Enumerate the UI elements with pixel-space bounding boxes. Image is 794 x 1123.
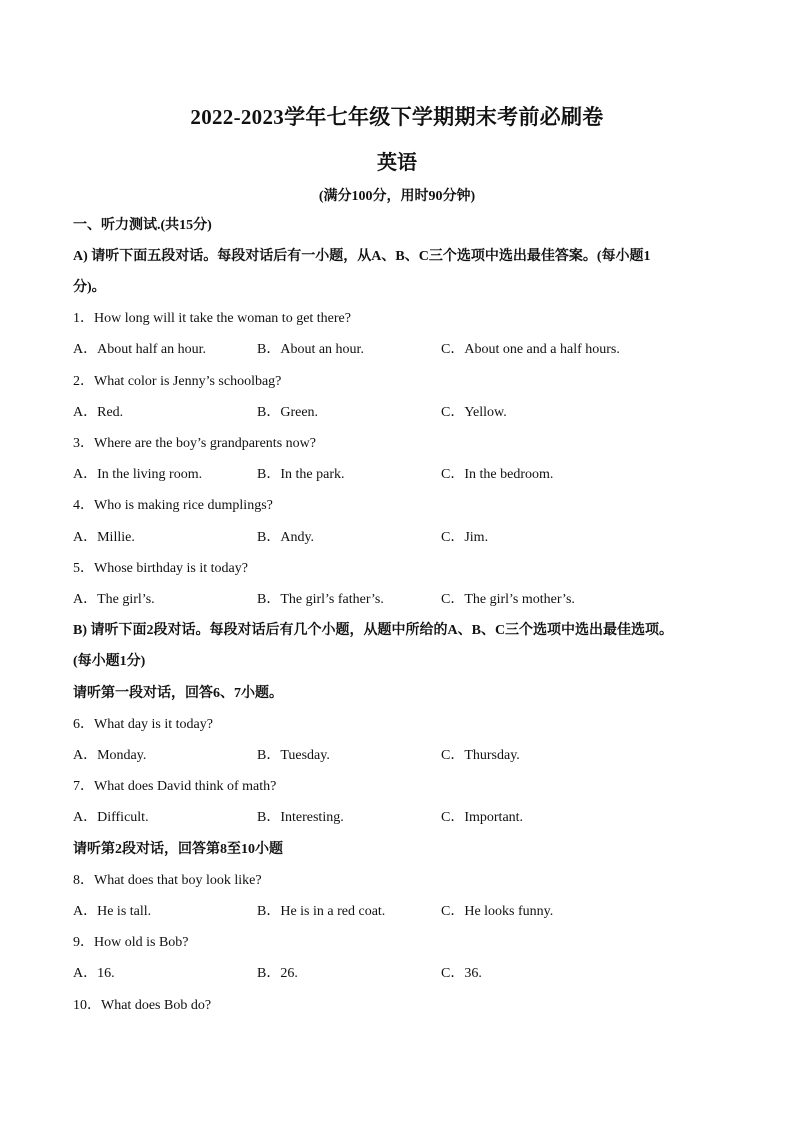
question-6: 6．What day is it today? xyxy=(73,717,213,732)
q3-option-a: A．In the living room. xyxy=(73,467,203,482)
q1-option-b: B．About an hour. xyxy=(257,342,364,357)
q6-option-b: B．Tuesday. xyxy=(257,748,330,763)
question-4: 4．Who is making rice dumplings? xyxy=(73,498,273,513)
q8-option-c: C．He looks funny. xyxy=(441,904,554,919)
page-title: 2022-2023学年七年级下学期期末考前必刷卷 xyxy=(190,105,604,129)
dialog-2-instruction: 请听第2段对话，回答第8至10小题 xyxy=(73,842,283,857)
question-3: 3．Where are the boy’s grandparents now? xyxy=(73,436,316,451)
q9-option-b: B．26. xyxy=(257,966,298,981)
question-8: 8．What does that boy look like? xyxy=(73,873,262,888)
q3-option-c: C．In the bedroom. xyxy=(441,467,554,482)
score-note: (满分100分，用时90分钟) xyxy=(318,189,476,204)
section-heading: 一、听力测试.(共15分) xyxy=(73,218,212,233)
q4-option-a: A．Millie. xyxy=(73,530,135,545)
part-b-instruction-cont: (每小题1分) xyxy=(73,654,146,669)
q3-option-b: B．In the park. xyxy=(257,467,345,482)
q5-option-c: C．The girl’s mother’s. xyxy=(441,592,575,607)
q9-option-c: C．36. xyxy=(441,966,482,981)
q2-option-a: A．Red. xyxy=(73,405,124,420)
part-a-instruction: A) 请听下面五段对话。每段对话后有一小题，从A、B、C三个选项中选出最佳答案。(每小题1 xyxy=(73,249,651,264)
question-5: 5．Whose birthday is it today? xyxy=(73,561,248,576)
q1-option-a: A．About half an hour. xyxy=(73,342,206,357)
q7-option-c: C．Important. xyxy=(441,810,524,825)
q4-option-b: B．Andy. xyxy=(257,530,315,545)
question-7: 7．What does David think of math? xyxy=(73,779,277,794)
q2-option-c: C．Yellow. xyxy=(441,405,507,420)
q7-option-b: B．Interesting. xyxy=(257,810,344,825)
question-2: 2．What color is Jenny’s schoolbag? xyxy=(73,374,282,389)
q6-option-a: A．Monday. xyxy=(73,748,147,763)
q7-option-a: A．Difficult. xyxy=(73,810,149,825)
question-1: 1．How long will it take the woman to get there? xyxy=(73,311,351,326)
question-9: 9．How old is Bob? xyxy=(73,935,189,950)
part-a-instruction-cont: 分)。 xyxy=(73,280,106,295)
q1-option-c: C．About one and a half hours. xyxy=(441,342,620,357)
part-b-instruction: B) 请听下面2段对话。每段对话后有几个小题，从题中所给的A、B、C三个选项中选出最佳选项。 xyxy=(73,623,674,638)
question-10: 10．What does Bob do? xyxy=(73,998,212,1013)
dialog-1-instruction: 请听第一段对话，回答6、7小题。 xyxy=(73,686,283,701)
q8-option-b: B．He is in a red coat. xyxy=(257,904,386,919)
q8-option-a: A．He is tall. xyxy=(73,904,152,919)
subject-title: 英语 xyxy=(377,152,417,174)
q4-option-c: C．Jim. xyxy=(441,530,489,545)
q5-option-a: A．The girl’s. xyxy=(73,592,155,607)
q9-option-a: A．16. xyxy=(73,966,115,981)
q6-option-c: C．Thursday. xyxy=(441,748,520,763)
q2-option-b: B．Green. xyxy=(257,405,319,420)
q5-option-b: B．The girl’s father’s. xyxy=(257,592,384,607)
